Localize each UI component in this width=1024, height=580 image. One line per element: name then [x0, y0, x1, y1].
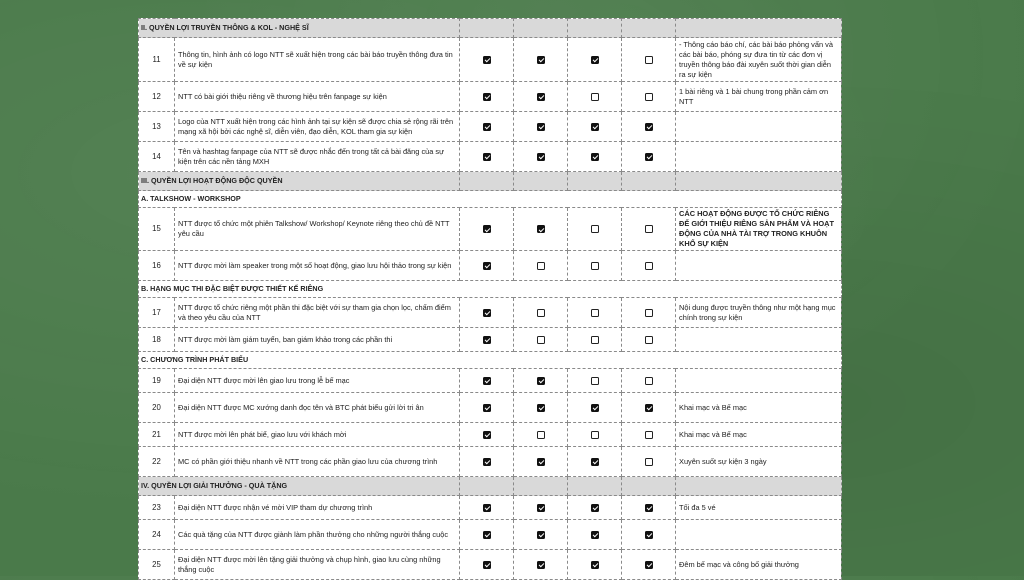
section-header — [139, 172, 842, 191]
checked-checkbox-icon[interactable] — [591, 561, 599, 569]
package-tier-2-cell — [514, 423, 568, 447]
package-tier-1-cell — [460, 550, 514, 580]
checked-checkbox-icon[interactable] — [483, 93, 491, 101]
checked-checkbox-icon[interactable] — [483, 404, 491, 412]
package-tier-3-cell — [568, 393, 622, 423]
package-tier-1-cell — [460, 423, 514, 447]
benefit-note — [676, 520, 842, 550]
benefit-row — [139, 496, 842, 520]
checked-checkbox-icon[interactable] — [591, 404, 599, 412]
row-number: 19 — [139, 369, 175, 393]
unchecked-checkbox-icon[interactable] — [591, 336, 599, 344]
package-tier-4-cell — [622, 520, 676, 550]
package-tier-1-cell — [460, 112, 514, 142]
checked-checkbox-icon[interactable] — [537, 56, 545, 64]
unchecked-checkbox-icon[interactable] — [591, 93, 599, 101]
package-tier-4-cell — [622, 112, 676, 142]
benefit-note: Tối đa 5 vé — [676, 496, 842, 520]
package-tier-4-cell — [622, 38, 676, 82]
package-tier-1-cell — [460, 369, 514, 393]
section-empty-cell — [460, 172, 514, 191]
checked-checkbox-icon[interactable] — [537, 404, 545, 412]
section-empty-cell — [460, 477, 514, 496]
checked-checkbox-icon[interactable] — [483, 431, 491, 439]
row-number: 12 — [139, 82, 175, 112]
benefit-description: NTT được tổ chức riêng một phần thi đặc biệt với sự tham gia chọn lọc, chấm điểm và theo yêu cầu của NTT — [175, 298, 460, 328]
benefit-note — [676, 251, 842, 281]
benefit-row — [139, 328, 842, 352]
checked-checkbox-icon[interactable] — [537, 458, 545, 466]
section-empty-cell — [568, 19, 622, 38]
section-empty-cell — [568, 172, 622, 191]
benefit-description: Tên và hashtag fanpage của NTT sẽ được nhắc đến trong tất cả bài đăng của sự kiện trên các nền tảng MXH — [175, 142, 460, 172]
checked-checkbox-icon[interactable] — [483, 504, 491, 512]
row-number: 14 — [139, 142, 175, 172]
section-empty-cell — [622, 19, 676, 38]
package-tier-3-cell — [568, 251, 622, 281]
checked-checkbox-icon[interactable] — [591, 153, 599, 161]
benefit-note: Đêm bế mạc và công bố giải thưởng — [676, 550, 842, 580]
benefit-description: Thông tin, hình ảnh có logo NTT sẽ xuất hiện trong các bài báo truyền thông đưa tin về sự kiện — [175, 38, 460, 82]
row-number: 15 — [139, 208, 175, 251]
benefit-description: NTT có bài giới thiệu riêng về thương hiệu trên fanpage sự kiện — [175, 82, 460, 112]
package-tier-4-cell — [622, 298, 676, 328]
checked-checkbox-icon[interactable] — [645, 561, 653, 569]
checked-checkbox-icon[interactable] — [537, 153, 545, 161]
package-tier-4-cell — [622, 393, 676, 423]
row-number: 16 — [139, 251, 175, 281]
benefit-row — [139, 393, 842, 423]
benefit-description: Các quà tặng của NTT được giành làm phần thưởng cho những người thắng cuộc — [175, 520, 460, 550]
row-number: 25 — [139, 550, 175, 580]
checked-checkbox-icon[interactable] — [645, 404, 653, 412]
unchecked-checkbox-icon[interactable] — [537, 336, 545, 344]
package-tier-3-cell — [568, 369, 622, 393]
benefit-row — [139, 38, 842, 82]
unchecked-checkbox-icon[interactable] — [591, 377, 599, 385]
unchecked-checkbox-icon[interactable] — [591, 225, 599, 233]
package-tier-4-cell — [622, 208, 676, 251]
section-header — [139, 19, 842, 38]
package-tier-2-cell — [514, 328, 568, 352]
package-tier-1-cell — [460, 447, 514, 477]
package-tier-2-cell — [514, 369, 568, 393]
benefit-row — [139, 142, 842, 172]
package-tier-4-cell — [622, 251, 676, 281]
subsection-header — [139, 281, 842, 298]
package-tier-1-cell — [460, 520, 514, 550]
benefit-note: Khai mạc và Bế mạc — [676, 393, 842, 423]
benefit-row — [139, 447, 842, 477]
benefit-description: NTT được mời làm giám tuyển, ban giám khảo trong các phần thi — [175, 328, 460, 352]
subsection-title: A. TALKSHOW - WORKSHOP — [139, 191, 842, 208]
package-tier-1-cell — [460, 496, 514, 520]
section-empty-cell — [676, 477, 842, 496]
package-tier-2-cell — [514, 447, 568, 477]
benefit-note — [676, 328, 842, 352]
section-empty-cell — [514, 477, 568, 496]
unchecked-checkbox-icon[interactable] — [591, 262, 599, 270]
package-tier-2-cell — [514, 112, 568, 142]
row-number: 11 — [139, 38, 175, 82]
checked-checkbox-icon[interactable] — [483, 458, 491, 466]
row-number: 20 — [139, 393, 175, 423]
benefit-description: Đại diện NTT được MC xướng danh đọc tên và BTC phát biểu gửi lời tri ân — [175, 393, 460, 423]
section-header — [139, 477, 842, 496]
section-empty-cell — [676, 19, 842, 38]
checked-checkbox-icon[interactable] — [537, 504, 545, 512]
unchecked-checkbox-icon[interactable] — [645, 309, 653, 317]
subsection-title: B. HẠNG MỤC THI ĐẶC BIỆT ĐƯỢC THIẾT KẾ RIÊNG — [139, 281, 842, 298]
checked-checkbox-icon[interactable] — [483, 262, 491, 270]
package-tier-4-cell — [622, 142, 676, 172]
checked-checkbox-icon[interactable] — [483, 377, 491, 385]
section-empty-cell — [622, 477, 676, 496]
unchecked-checkbox-icon[interactable] — [537, 309, 545, 317]
benefit-note — [676, 369, 842, 393]
benefit-description: Đại diện NTT được mời lên tặng giải thưởng và chụp hình, giao lưu cùng những thắng cuộc — [175, 550, 460, 580]
section-title: II. QUYỀN LỢI TRUYỀN THÔNG & KOL - NGHỆ SĨ — [139, 19, 460, 38]
row-number: 21 — [139, 423, 175, 447]
unchecked-checkbox-icon[interactable] — [645, 56, 653, 64]
benefit-description: Đại diện NTT được mời lên giao lưu trong lễ bế mạc — [175, 369, 460, 393]
package-tier-1-cell — [460, 251, 514, 281]
package-tier-3-cell — [568, 550, 622, 580]
unchecked-checkbox-icon[interactable] — [645, 225, 653, 233]
unchecked-checkbox-icon[interactable] — [591, 309, 599, 317]
package-tier-2-cell — [514, 550, 568, 580]
benefit-description: NTT được tổ chức một phiên Talkshow/ Workshop/ Keynote riêng theo chủ đề NTT yêu cầu — [175, 208, 460, 251]
checked-checkbox-icon[interactable] — [483, 531, 491, 539]
checked-checkbox-icon[interactable] — [537, 377, 545, 385]
unchecked-checkbox-icon[interactable] — [645, 458, 653, 466]
benefits-table-sheet — [138, 18, 841, 580]
row-number: 17 — [139, 298, 175, 328]
checked-checkbox-icon[interactable] — [537, 531, 545, 539]
benefit-note — [676, 142, 842, 172]
section-title: III. QUYỀN LỢI HOẠT ĐỘNG ĐỘC QUYỀN — [139, 172, 460, 191]
checked-checkbox-icon[interactable] — [645, 123, 653, 131]
package-tier-3-cell — [568, 38, 622, 82]
unchecked-checkbox-icon[interactable] — [537, 262, 545, 270]
benefit-row — [139, 112, 842, 142]
unchecked-checkbox-icon[interactable] — [645, 377, 653, 385]
unchecked-checkbox-icon[interactable] — [645, 93, 653, 101]
package-tier-3-cell — [568, 447, 622, 477]
benefit-description: NTT được mời làm speaker trong một số hoạt động, giao lưu hội thảo trong sự kiện — [175, 251, 460, 281]
checked-checkbox-icon[interactable] — [537, 93, 545, 101]
package-tier-4-cell — [622, 496, 676, 520]
package-tier-3-cell — [568, 423, 622, 447]
package-tier-1-cell — [460, 82, 514, 112]
section-empty-cell — [568, 477, 622, 496]
row-number: 22 — [139, 447, 175, 477]
subsection-title: C. CHƯƠNG TRÌNH PHÁT BIỂU — [139, 352, 842, 369]
benefit-row — [139, 520, 842, 550]
package-tier-2-cell — [514, 82, 568, 112]
package-tier-2-cell — [514, 142, 568, 172]
benefit-note: Xuyên suốt sự kiện 3 ngày — [676, 447, 842, 477]
checked-checkbox-icon[interactable] — [537, 123, 545, 131]
checked-checkbox-icon[interactable] — [591, 56, 599, 64]
unchecked-checkbox-icon[interactable] — [645, 262, 653, 270]
package-tier-2-cell — [514, 38, 568, 82]
checked-checkbox-icon[interactable] — [483, 309, 491, 317]
package-tier-3-cell — [568, 328, 622, 352]
checked-checkbox-icon[interactable] — [483, 56, 491, 64]
package-tier-4-cell — [622, 447, 676, 477]
package-tier-1-cell — [460, 393, 514, 423]
benefit-row — [139, 208, 842, 251]
benefits-table — [138, 18, 842, 580]
checked-checkbox-icon[interactable] — [645, 531, 653, 539]
benefit-row — [139, 298, 842, 328]
section-title: IV. QUYỀN LỢI GIẢI THƯỞNG - QUÀ TẶNG — [139, 477, 460, 496]
checked-checkbox-icon[interactable] — [537, 225, 545, 233]
benefit-description: Logo của NTT xuất hiện trong các hình ảnh tại sự kiện sẽ được chia sẻ rộng rãi trên mạng xã hội bởi các nghệ sĩ, diễn viên, đạo diễn, KOL tham gia sự kiện — [175, 112, 460, 142]
row-number: 24 — [139, 520, 175, 550]
checked-checkbox-icon[interactable] — [645, 504, 653, 512]
package-tier-1-cell — [460, 38, 514, 82]
package-tier-3-cell — [568, 112, 622, 142]
package-tier-2-cell — [514, 251, 568, 281]
package-tier-4-cell — [622, 423, 676, 447]
package-tier-4-cell — [622, 82, 676, 112]
checked-checkbox-icon[interactable] — [591, 504, 599, 512]
package-tier-4-cell — [622, 328, 676, 352]
section-empty-cell — [676, 172, 842, 191]
section-empty-cell — [622, 172, 676, 191]
subsection-header — [139, 352, 842, 369]
package-tier-4-cell — [622, 550, 676, 580]
benefit-description: NTT được mời lên phát biể, giao lưu với khách mời — [175, 423, 460, 447]
benefit-row — [139, 369, 842, 393]
package-tier-2-cell — [514, 520, 568, 550]
checked-checkbox-icon[interactable] — [483, 123, 491, 131]
package-tier-2-cell — [514, 208, 568, 251]
package-tier-2-cell — [514, 496, 568, 520]
package-tier-1-cell — [460, 208, 514, 251]
package-tier-2-cell — [514, 298, 568, 328]
package-tier-3-cell — [568, 142, 622, 172]
package-tier-1-cell — [460, 142, 514, 172]
checked-checkbox-icon[interactable] — [483, 561, 491, 569]
benefit-row — [139, 423, 842, 447]
checked-checkbox-icon[interactable] — [591, 458, 599, 466]
checked-checkbox-icon[interactable] — [537, 561, 545, 569]
row-number: 18 — [139, 328, 175, 352]
package-tier-1-cell — [460, 328, 514, 352]
package-tier-3-cell — [568, 496, 622, 520]
benefit-row — [139, 251, 842, 281]
package-tier-3-cell — [568, 82, 622, 112]
row-number: 13 — [139, 112, 175, 142]
benefit-row — [139, 550, 842, 580]
package-tier-3-cell — [568, 298, 622, 328]
subsection-header — [139, 191, 842, 208]
package-tier-3-cell — [568, 520, 622, 550]
row-number: 23 — [139, 496, 175, 520]
package-tier-3-cell — [568, 208, 622, 251]
unchecked-checkbox-icon[interactable] — [537, 431, 545, 439]
benefit-description: MC có phần giới thiệu nhanh về NTT trong các phần giao lưu của chương trình — [175, 447, 460, 477]
benefit-note: - Thông cáo báo chí, các bài báo phỏng vấn và các bài báo, phóng sự đưa tin từ các đơn vị truyền thông báo đài xuyên suốt thời gian diễn ra sự kiện — [676, 38, 842, 82]
checked-checkbox-icon[interactable] — [483, 153, 491, 161]
benefit-note: Nội dung được truyền thông như một hạng mục chính trong sự kiện — [676, 298, 842, 328]
section-empty-cell — [460, 19, 514, 38]
benefit-note: Khai mạc và Bế mạc — [676, 423, 842, 447]
package-tier-1-cell — [460, 298, 514, 328]
unchecked-checkbox-icon[interactable] — [591, 431, 599, 439]
unchecked-checkbox-icon[interactable] — [645, 336, 653, 344]
benefit-note: CÁC HOẠT ĐỘNG ĐƯỢC TỔ CHỨC RIÊNG ĐỂ GIỚI THIỆU RIÊNG SẢN PHẨM VÀ HOẠT ĐỘNG CỦA NHÀ TÀI TRỢ TRONG KHUÔN KHỔ SỰ KIỆN — [676, 208, 842, 251]
checked-checkbox-icon[interactable] — [591, 531, 599, 539]
benefit-row — [139, 82, 842, 112]
benefit-description: Đại diện NTT được nhận vé mời VIP tham dự chương trình — [175, 496, 460, 520]
checked-checkbox-icon[interactable] — [483, 225, 491, 233]
package-tier-4-cell — [622, 369, 676, 393]
checked-checkbox-icon[interactable] — [591, 123, 599, 131]
benefit-note — [676, 112, 842, 142]
checked-checkbox-icon[interactable] — [483, 336, 491, 344]
section-empty-cell — [514, 172, 568, 191]
section-empty-cell — [514, 19, 568, 38]
benefit-note: 1 bài riêng và 1 bài chung trong phần cảm ơn NTT — [676, 82, 842, 112]
package-tier-2-cell — [514, 393, 568, 423]
unchecked-checkbox-icon[interactable] — [645, 431, 653, 439]
checked-checkbox-icon[interactable] — [645, 153, 653, 161]
